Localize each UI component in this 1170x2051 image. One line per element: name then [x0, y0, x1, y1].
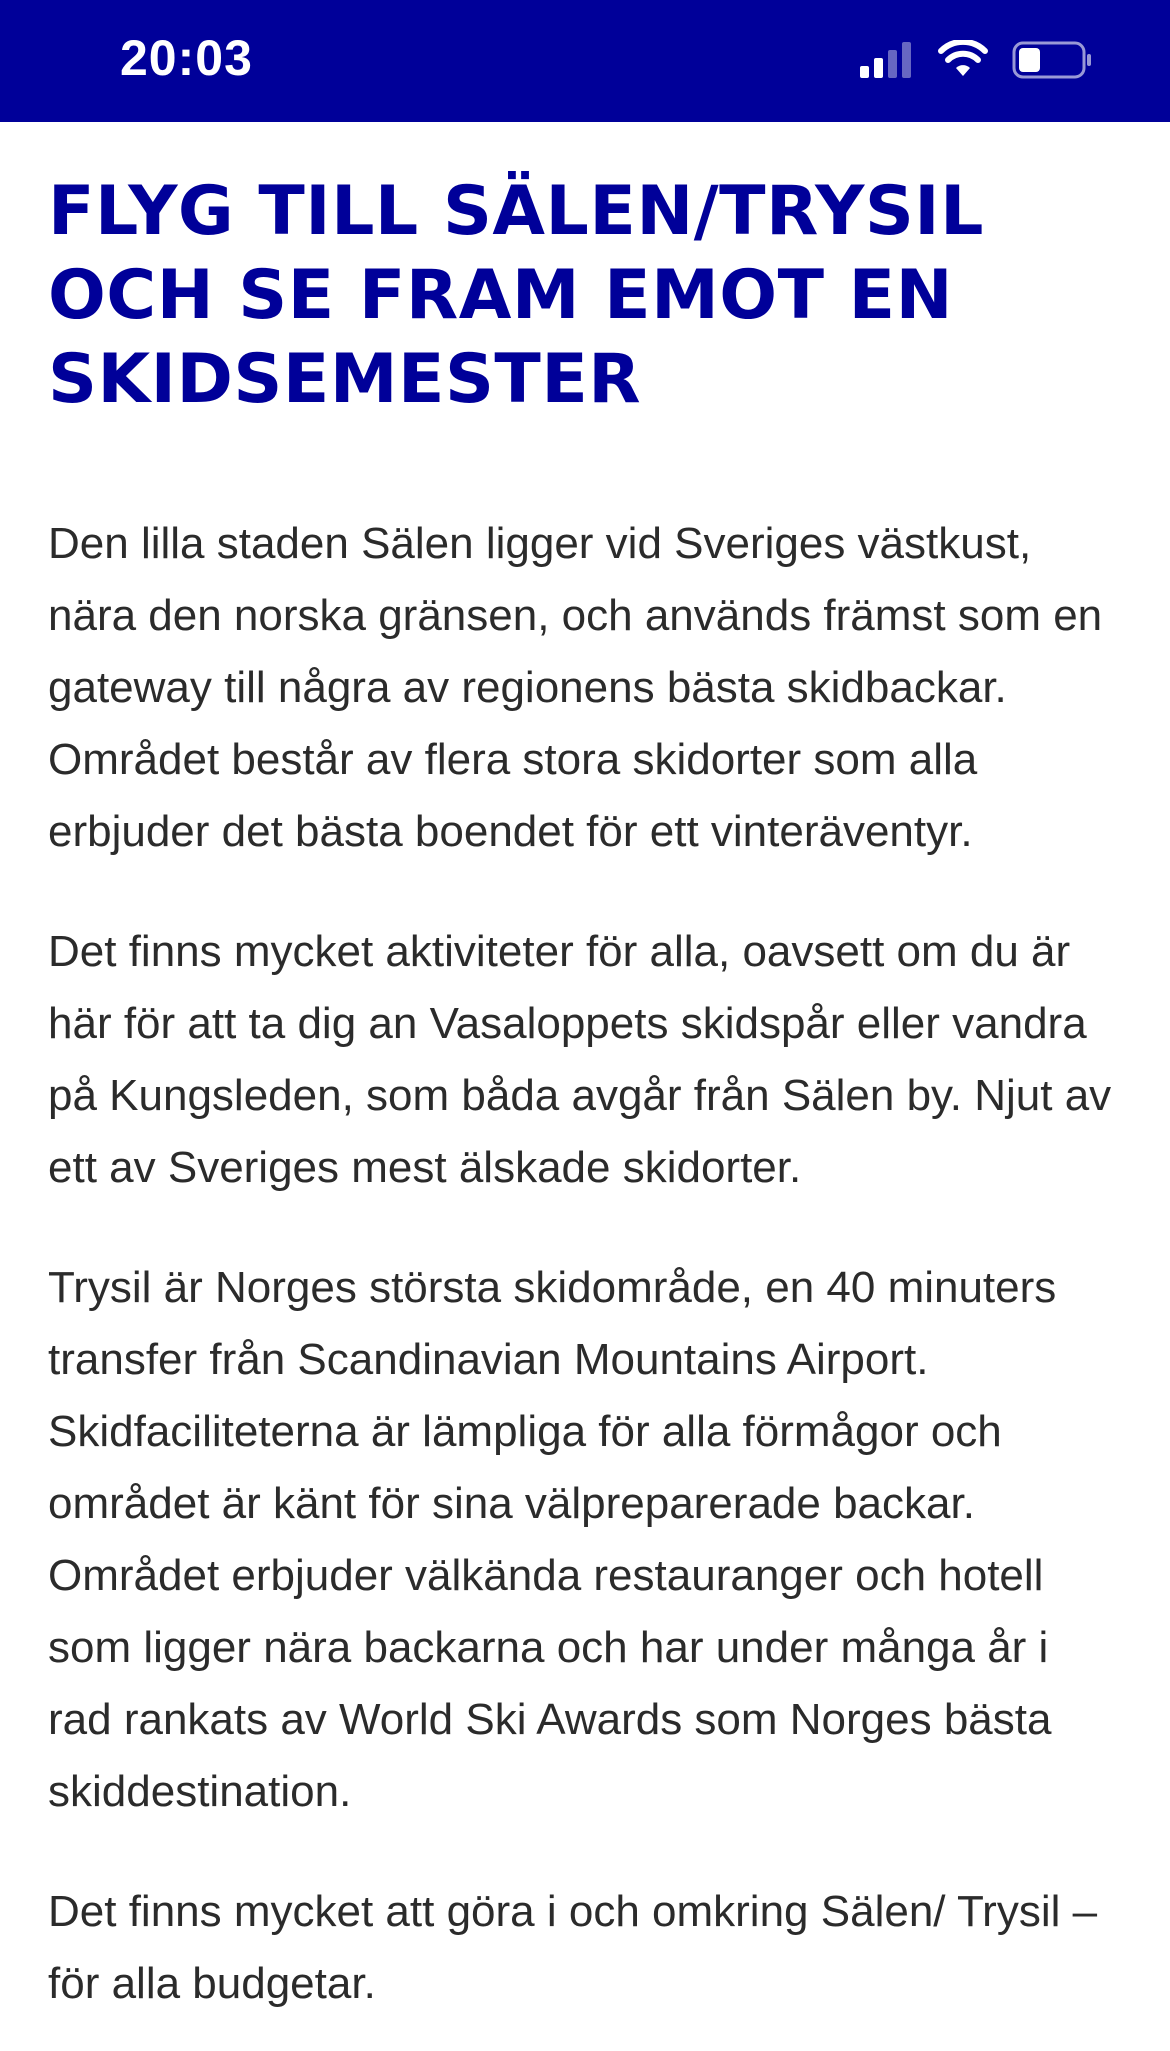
status-time: 20:03: [120, 30, 253, 86]
article-paragraph-2: Det finns mycket aktiviteter för alla, oavsett om du är här för att ta dig an Vasaloppets skidspår eller vandra på Kungsleden, som båda avgår från Sälen by. Njut av ett av Sveriges mest älskade skidorter.: [48, 927, 1112, 1192]
battery-level-fill: [1019, 48, 1040, 72]
article-paragraph-4: Det finns mycket att göra i och omkring Sälen/ Trysil – för alla budgetar.: [48, 1887, 1098, 2008]
status-icons: [860, 36, 1094, 84]
battery-icon: [1012, 40, 1094, 80]
article-content: [48, 170, 1123, 2020]
article-paragraph-3: Trysil är Norges största skidområde, en 40 minuters transfer från Scandinavian Mountains Airport. Skidfaciliteterna är lämpliga för alla förmågor och området är känt för sina välpreparerade backar. Området erbjuder välkända restauranger och hotell som ligger nära backarna och har under många år i rad rankats av World Ski Awards som Norges bästa skiddestination.: [48, 1263, 1057, 1816]
article-paragraph-1: Den lilla staden Sälen ligger vid Sveriges västkust, nära den norska gränsen, och används främst som en gateway till några av regionens bästa skidbackar. Området består av flera stora skidorter som alla erbjuder det bästa boendet för ett vinteräventyr.: [48, 519, 1103, 856]
cellular-signal-icon: [860, 40, 914, 80]
wifi-icon: [938, 40, 988, 80]
article-headline: FLYG TILL SÄLEN/TRYSIL OCH SE FRAM EMOT EN SKIDSEMESTER: [48, 172, 984, 419]
status-bar: [0, 0, 1170, 122]
